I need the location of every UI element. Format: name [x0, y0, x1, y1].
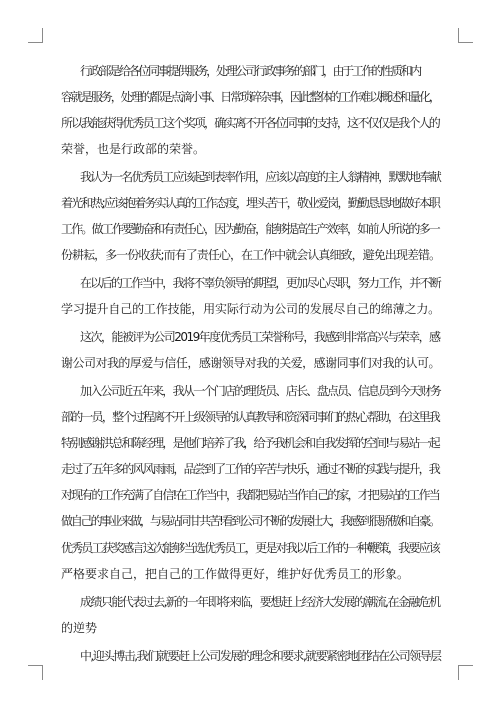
- text-line: 对现有的工作充满了自信!在工作当中，我都把易站当作自己的家，才把易站的工作当: [61, 488, 439, 502]
- text-line: 严格要求自己，把自己的工作做得更好，维护好优秀员工的形象。: [61, 567, 410, 581]
- text-line: 工作。做工作要勤奋和有责任心，因为勤奋，能够提高生产效率，如前人所说的多一: [61, 222, 439, 236]
- text-line: 行政部是给各位同事提供服务，处理公司行政事务的部门，由于工作的性质和内: [80, 64, 420, 78]
- text-line: 在以后的工作当中，我将不辜负领导的期望，更加尽心尽职，努力工作，并不断: [80, 276, 441, 290]
- text-line: 着光和热;应该抱着务实认真的工作态度，埋头苦干，敬业爱岗，勤勤恳恳地做好本职: [61, 196, 440, 210]
- text-line: 特别感谢洪总和陈经理，是他们培养了我，给予我机会和自我发挥的空间!与易站一起: [61, 436, 439, 450]
- text-line: 学习提升自己的工作技能，用实际行动为公司的发展尽自己的绵薄之力。: [61, 302, 441, 316]
- text-line: 这次，能被评为公司2019年度优秀员工荣誉称号，我感到非常高兴与荣幸，感: [80, 330, 440, 344]
- crop-mark-top-right: [458, 28, 473, 43]
- text-line: 所以我能获得优秀员工这个奖项，确实离不开各位同事的支持，这不仅仅是我个人的: [61, 116, 439, 130]
- text-line: 谢公司对我的厚爱与信任，感谢领导对我的关爱，感谢同事们对我的认可。: [61, 356, 441, 370]
- text-line: 部的一员，整个过程离不开上级领导的认真教导和资深同事们的热心帮助，在这里我: [61, 410, 439, 424]
- text-line: 份耕耘，多一份收获;而有了责任心，在工作中就会认真细致，避免出现差错。: [61, 248, 441, 262]
- text-line: 加入公司近五年来，我从一个门店的理货员、店长、盘点员、信息员到今天财务: [80, 384, 441, 398]
- crop-mark-bottom-left: [28, 665, 43, 680]
- crop-mark-top-left: [28, 28, 43, 43]
- text-line: 荣誉，也是行政部的荣誉。: [61, 142, 206, 156]
- text-line: 容就是服务，处理的都是点滴小事、日常琐碎杂事，因此整体的工作难以概述和量化，: [61, 90, 439, 104]
- text-line: 做自己的事业来做，与易站同甘共苦!看到公司不断的发展壮大，我感到很骄傲和自豪。: [61, 514, 439, 528]
- text-line: 我认为一名优秀员工应该起到表率作用，应该以高度的主人翁精神，默默地奉献: [80, 170, 441, 184]
- text-line: 中,迎头博击,我们就要赶上公司发展的理念和要求,就要紧密地团结在公司领导层: [80, 649, 441, 663]
- crop-mark-bottom-right: [458, 665, 473, 680]
- text-line: 成绩只能代表过去,新的一年即将来临，要想赶上经济大发展的潮流,在金融危机: [80, 595, 440, 609]
- text-line: 的逆势: [61, 621, 98, 635]
- text-line: 优秀员工获奖感言这次能够当选优秀员工，更是对我以后工作的一种鞭策，我要应该: [61, 541, 439, 555]
- text-line: 走过了五年多的风风雨雨，品尝到了工作的辛苦与快乐，通过不断的实践与提升，我: [61, 462, 439, 476]
